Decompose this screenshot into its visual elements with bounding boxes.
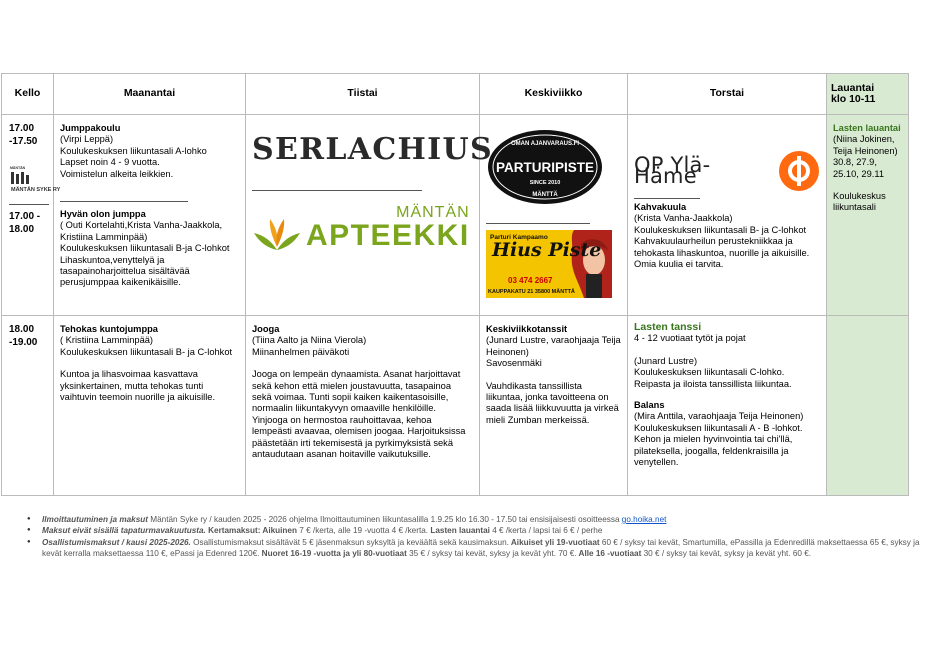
tehokas-line: Koulukeskuksen liikuntasali B- ja C-lohkot [60,346,233,357]
header-tuesday: Tiistai [246,74,480,115]
time-divider [9,204,49,205]
svg-text:SINCE 2010: SINCE 2010 [529,180,561,186]
hiuspiste-main: Hius Piste [492,239,602,262]
balans-line: (Mira Anttila, varaohjaaja Teija Heinonen) [634,411,804,422]
jooga-title: Jooga [252,324,280,334]
jooga-line [252,358,473,369]
note-season-fees: ● Osallistumismaksut / kausi 2025-2026. Osallistumismaksut sisältävät 5 € jäsenmaksun syksyltä ja keväältä sekä kausimaksun. Aikuiset yli 19-vuotiaat 60 € / syksy tai kevät, Smartumilla, ePassilla ja Edenredillä maksettaessa 65 €, syksy ja kevät kerralla maksettaessa 110 €, ePassi ja Edenred 120€. Nuoret 16-19 -vuotta ja yli 80-vuotiaat 35 € / syksy tai kevät, syksy ja kevät yht. 70 €. Alle 16 -vuotiaat 30 € / syksy tai kevät, syksy ja kevät yht. 60 €. [42,537,937,560]
svg-text:PARTURIPISTE: PARTURIPISTE [495,160,595,175]
keskiviikkotanssit-line [486,370,621,381]
lasten-tanssi-line: Koulukeskuksen liikuntasali C-lohko. [634,367,785,378]
tuesday-afternoon-cell [246,115,493,316]
jooga-line: Miinanhelmen päiväkoti [252,346,350,357]
lasten-tanssi-line: Reipasta ja iloista tanssillista liikuntaa. [634,378,792,389]
kahvakuula-line: Koulukeskuksen liikuntasali B- ja C-lohkot [634,224,807,235]
jumppakoulu-line: Koulukeskuksen liikuntasali A-lohko [60,145,207,156]
hiuspiste-top: Parturi Kampaamo [490,234,548,242]
divider [486,223,590,224]
time-1700-1800: 17.00 - 18.00 [9,211,41,235]
svg-text:MÄNTTÄ: MÄNTTÄ [532,192,558,198]
time-1700-1750: 17.00 -17.50 [9,123,38,147]
apteekki-top: MÄNTÄN [396,204,470,221]
thursday-afternoon-cell [628,115,827,316]
syke-logo-icon [9,164,61,198]
kahvakuula-line: (Krista Vanha-Jaakkola) [634,213,733,224]
hyvan-olon-line: Koulukeskuksen liikuntasali B-ja C-lohkot [60,243,230,254]
apteekki-logo [252,205,473,251]
divider [252,190,422,191]
note-fees: ● Maksut eivät sisällä tapaturmavakuutusta. Kertamaksut: Aikuinen 7 € /kerta, alle 19 -vuotta 4 € /kerta. Lasten lauantai 4 € /kerta / lapsi tai 6 € / perhe [42,525,937,536]
leaf-icon [252,217,302,251]
svg-text:MÄNTÄN SYKE RY: MÄNTÄN SYKE RY [11,187,61,193]
balans-line: Kehon ja mielen hyvinvointia tai chi'llä, pilateksella, joogalla, feldenkraisilla ja venytellen. [634,434,793,468]
jooga-line: (Tiina Aalto ja Niina Vierola) [252,335,367,346]
keskiviikkotanssit-line: Vauhdikasta tanssillista liikuntaa, jonka tavoitteena on saada lisää liikkuvuutta ja virkeä mieli Zumban merkeissä. [486,380,619,425]
saturday-afternoon-cell [827,115,909,316]
monday-evening-cell [54,316,246,496]
hiuspiste-phone: 03 474 2667 [508,276,553,286]
hiuspiste-address: KAUPPAKATU 21 35800 MÄNTTÄ [488,289,575,296]
jooga-line: Yinjooga on hermostoa rauhoittavaa, kehoa lempeästi avaavaa, olemisen joogaa. Harjoituksissa päästetään irti tekemisestä ja pyrkimyksistä sekä antaudutaan asanan hoitaville vaikutuksille. [252,414,466,460]
svg-text:OMAN AJANVARAUS.FI: OMAN AJANVARAUS.FI [510,141,580,147]
keskiviikkotanssit-line: (Junard Lustre, varaohjaaja Teija Heinonen) [486,335,621,357]
keskiviikkotanssit-title: Keskiviikkotanssit [486,324,568,334]
header-row [2,74,909,115]
hoika-link[interactable]: go.hoika.net [621,515,667,524]
header-saturday [827,74,909,115]
saturday-evening-cell [827,316,909,496]
schedule-table [1,73,909,496]
wednesday-evening-cell [480,316,628,496]
tehokas-line [60,358,239,369]
thursday-evening-cell [628,316,827,496]
header-monday: Maanantai [54,74,246,115]
op-logo-text: OP Ylä-Häme [634,152,711,188]
lasten-lauantai-line [833,180,902,191]
note-registration: ● Ilmoittautuminen ja maksut Mäntän Syke ry / kauden 2025 - 2026 ohjelma Ilmoittautuminen liikuntasalilla 1.9.25 klo 16.30 - 17.50 tai ensisijaisesti osoitteessa go.hoika.net [42,514,937,525]
lasten-lauantai-title: Lasten lauantai [833,123,901,133]
jumppakoulu-title: Jumppakoulu [60,123,121,133]
tehokas-line: ( Kristiina Lamminpää) [60,335,154,346]
divider [60,201,188,202]
op-logo [634,150,820,192]
balans-line: Koulukeskuksen liikuntasali A - B -lohkot. [634,422,803,433]
row-evening [2,316,909,496]
lasten-tanssi-line: (Junard Lustre) [634,355,698,366]
hiuspiste-logo [486,230,608,298]
apteekki-bottom: APTEEKKI [306,219,470,252]
lasten-tanssi-title: Lasten tanssi [634,321,702,333]
time-cell-2 [2,316,54,496]
row-afternoon [2,115,909,316]
hyvan-olon-title: Hyvän olon jumppa [60,209,146,220]
jumppakoulu-line: Voimistelun alkeita leikkien. [60,168,174,179]
time-cell-1 [2,115,61,316]
parturipiste-logo [486,128,604,206]
tehokas-title: Tehokas kuntojumppa [60,324,158,334]
header-saturday-line2: klo 10-11 [831,93,876,105]
tehokas-line: Kuntoa ja lihasvoimaa kasvattava yksinkertainen, mutta tehokas tunti vaihtuvin teemoin nuorille ja aikuisille. [60,369,216,403]
header-saturday-line1: Lauantai [831,81,875,94]
header-thursday: Torstai [628,74,827,115]
header-kello: Kello [2,74,54,115]
jooga-line: Jooga on lempeän dynaamista. Asanat harjoittavat sekä kehon että mielen joustavuutta, tasapainoa sekä voimaa. Tunti sopii kaiken kaikentasoisille, normaalin liikuntakyvyn omaaville henkilöille. [252,369,461,414]
balans-title: Balans [634,400,665,411]
lasten-tanssi-line: 4 - 12 vuotiaat tytöt ja pojat [634,333,746,344]
notes-list [30,514,937,560]
serlachius-logo: SERLACHIUS [252,132,493,167]
lasten-lauantai-line: Koulukeskus liikuntasali [833,191,886,213]
lasten-lauantai-line: 30.8, 27.9, 25.10, 29.11 [833,157,885,179]
kahvakuula-line: Kahvakuulaurheilun perustekniikkaa ja tehokasta lihaskuntoa, nuorille ja aikuisille. Omia kuulia ei tarvita. [634,236,810,270]
lasten-lauantai-line: (Niina Jokinen, Teija Heinonen) [833,134,898,156]
time-1800-1900: 18.00 -19.00 [9,324,38,348]
wednesday-afternoon-cell [480,115,628,316]
hyvan-olon-line: Lihaskuntoa,venyttelyä ja tasapainoharjoittelua sisältävää perusjumppaa kaikenikäisille. [60,254,190,288]
header-wednesday: Keskiviikko [480,74,628,115]
keskiviikkotanssit-line: Savosenmäki [486,358,542,369]
divider [634,198,700,199]
kahvakuula-title: Kahvakuula [634,202,687,212]
hyvan-olon-line: ( Outi Kortelahti,Krista Vanha-Jaakkola, Kristiina Lamminpää) [60,220,223,242]
jumppakoulu-line: (Virpi Leppä) [60,134,114,145]
lasten-tanssi-line [634,345,820,356]
tuesday-evening-cell [246,316,480,496]
jumppakoulu-line: Lapset noin 4 - 9 vuotta. [60,157,160,168]
op-circle-icon [778,150,820,192]
svg-text:MÄNTÄN: MÄNTÄN [10,166,26,170]
monday-afternoon-cell [54,115,246,316]
